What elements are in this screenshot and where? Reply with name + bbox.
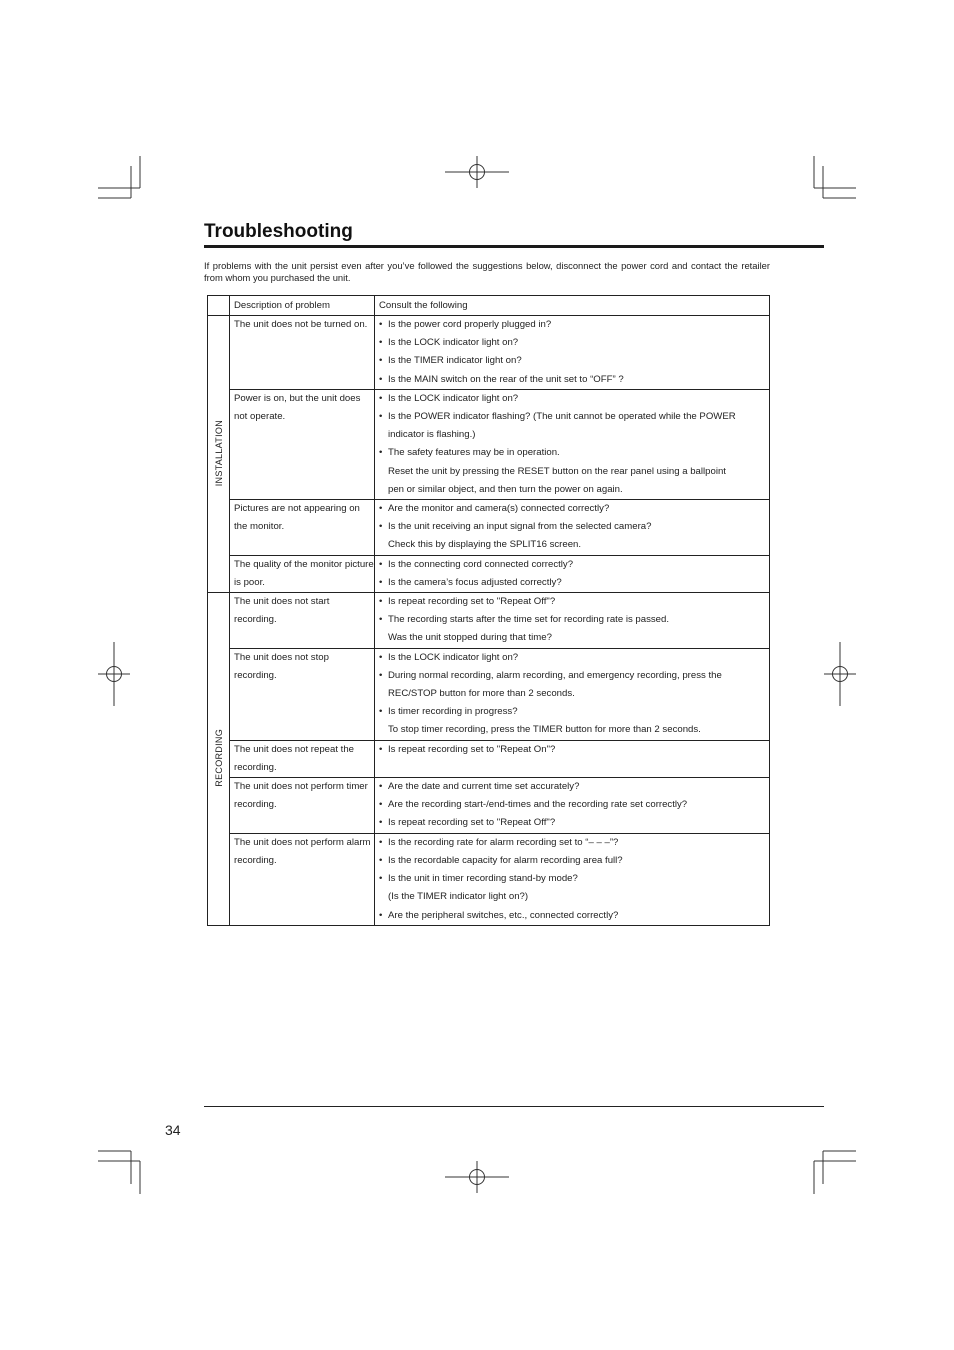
- consult-item-line: Is the TIMER indicator light on?: [388, 355, 522, 367]
- consult-list: [379, 556, 769, 592]
- table-row: [208, 555, 770, 592]
- consult-item: [379, 741, 769, 759]
- consult-item-line: Are the monitor and camera(s) connected correctly?: [388, 503, 610, 515]
- consult-cell: [375, 316, 770, 390]
- bullet-icon: •: [379, 706, 383, 718]
- consult-item: [379, 870, 769, 906]
- consult-item: [379, 574, 769, 592]
- consult-item-line: Is the POWER indicator flashing? (The unit cannot be operated while the POWER: [388, 411, 736, 423]
- header-problem: Description of problem: [230, 296, 375, 316]
- consult-cell: [375, 778, 770, 834]
- bullet-icon: •: [379, 576, 383, 588]
- consult-item-line: REC/STOP button for more than 2 seconds.: [388, 688, 575, 700]
- consult-item-line: pen or similar object, and then turn the power on again.: [388, 483, 623, 495]
- problem-description: The unit does not perform alarm recording.: [230, 833, 375, 925]
- problem-description: The unit does not perform timer recording.: [230, 778, 375, 834]
- consult-item-line: Is the power cord properly plugged in?: [388, 319, 552, 330]
- problem-description: The unit does not repeat the recording.: [230, 740, 375, 777]
- bullet-icon: •: [379, 651, 383, 663]
- bullet-icon: •: [379, 817, 383, 829]
- category-cell: [208, 316, 230, 593]
- consult-item-line: Is the unit in timer recording stand-by mode?: [388, 873, 578, 885]
- bullet-icon: •: [379, 669, 383, 681]
- intro-paragraph: If problems with the unit persist even after you’ve followed the suggestions below, disconnect the power cord and contact the retailer from whom you purchased the unit.: [204, 260, 770, 283]
- consult-item-line: Was the unit stopped during that time?: [388, 632, 552, 644]
- consult-cell: [375, 833, 770, 925]
- category-label: RECORDING: [213, 729, 224, 787]
- consult-list: [379, 649, 769, 740]
- consult-item: [379, 703, 769, 739]
- consult-item: [379, 593, 769, 611]
- consult-item-line: Is repeat recording set to "Repeat On"?: [388, 743, 556, 755]
- consult-item: [379, 814, 769, 832]
- consult-item: [379, 390, 769, 408]
- problem-description: Pictures are not appearing on the monitor.: [230, 500, 375, 556]
- consult-item-line: Check this by displaying the SPLIT16 screen.: [388, 539, 582, 551]
- bullet-icon: •: [379, 836, 383, 848]
- consult-list: [379, 778, 769, 833]
- bullet-icon: •: [379, 854, 383, 866]
- consult-item-line: (Is the TIMER indicator light on?): [388, 891, 529, 903]
- consult-item-line: The safety features may be in operation.: [388, 447, 560, 459]
- table-row: [208, 833, 770, 925]
- bullet-icon: •: [379, 355, 383, 367]
- bullet-icon: •: [379, 558, 383, 570]
- registration-mark-top: [445, 156, 509, 188]
- consult-item-line: Are the recording start-/end-times and the recording rate set correctly?: [388, 799, 688, 811]
- bullet-icon: •: [379, 614, 383, 626]
- consult-list: [379, 834, 769, 925]
- consult-item-line: Is the MAIN switch on the rear of the unit set to “OFF” ?: [388, 373, 624, 385]
- consult-item: [379, 556, 769, 574]
- consult-item: [379, 907, 769, 925]
- consult-item: [379, 667, 769, 703]
- consult-item: [379, 334, 769, 352]
- header-category-cell: [208, 296, 230, 316]
- consult-item: [379, 408, 769, 444]
- consult-item: [379, 316, 769, 334]
- problem-description: The unit does not stop recording.: [230, 648, 375, 740]
- bullet-icon: •: [379, 373, 383, 385]
- consult-item: [379, 611, 769, 647]
- consult-item: [379, 778, 769, 796]
- consult-item-line: Are the peripheral switches, etc., connected correctly?: [388, 909, 619, 921]
- header-consult: Consult the following: [375, 296, 770, 316]
- consult-item-line: Is the recording rate for alarm recording set to “– – –”?: [388, 836, 619, 848]
- bullet-icon: •: [379, 337, 383, 349]
- consult-list: [379, 390, 769, 499]
- bullet-icon: •: [379, 596, 383, 608]
- consult-item: [379, 500, 769, 518]
- table-row: [208, 500, 770, 556]
- bullet-icon: •: [379, 909, 383, 921]
- troubleshooting-table: [207, 295, 770, 926]
- registration-mark-left: [98, 642, 130, 706]
- table-row: [208, 648, 770, 740]
- bullet-icon: •: [379, 503, 383, 515]
- consult-item-line: Is the LOCK indicator light on?: [388, 392, 519, 404]
- consult-item-line: Is timer recording in progress?: [388, 706, 518, 718]
- consult-item-line: The recording starts after the time set for recording rate is passed.: [388, 614, 670, 626]
- table-row: [208, 778, 770, 834]
- bullet-icon: •: [379, 319, 383, 330]
- consult-item-line: Is repeat recording set to "Repeat Off"?: [388, 596, 556, 608]
- consult-cell: [375, 593, 770, 649]
- consult-item-line: Is the camera’s focus adjusted correctly?: [388, 576, 562, 588]
- consult-item: [379, 834, 769, 852]
- consult-list: [379, 593, 769, 648]
- consult-item-line: Is repeat recording set to "Repeat Off"?: [388, 817, 556, 829]
- consult-cell: [375, 740, 770, 777]
- page-number: 34: [165, 1122, 181, 1138]
- category-label: INSTALLATION: [213, 419, 224, 487]
- problem-description: The unit does not be turned on.: [230, 316, 375, 390]
- consult-item-line: Reset the unit by pressing the RESET button on the rear panel using a ballpoint: [388, 465, 726, 477]
- page-title: Troubleshooting: [204, 221, 353, 242]
- table-row: [208, 593, 770, 649]
- table-row: [208, 389, 770, 499]
- consult-item: [379, 852, 769, 870]
- consult-item-line: Is the recordable capacity for alarm recording area full?: [388, 854, 623, 866]
- registration-mark-right: [824, 642, 856, 706]
- consult-item-line: Is the unit receiving an input signal from the selected camera?: [388, 521, 652, 533]
- bullet-icon: •: [379, 411, 383, 423]
- problem-description: The unit does not start recording.: [230, 593, 375, 649]
- bullet-icon: •: [379, 781, 383, 793]
- table-row: [208, 316, 770, 390]
- bullet-icon: •: [379, 521, 383, 533]
- consult-item: [379, 649, 769, 667]
- consult-item: [379, 371, 769, 389]
- consult-item-line: To stop timer recording, press the TIMER button for more than 2 seconds.: [388, 724, 701, 736]
- consult-item-line: indicator is flashing.): [388, 429, 476, 441]
- consult-item: [379, 518, 769, 554]
- consult-item-line: Are the date and current time set accurately?: [388, 781, 580, 793]
- problem-description: The quality of the monitor picture is poor.: [230, 555, 375, 592]
- consult-item-line: During normal recording, alarm recording, and emergency recording, press the: [388, 669, 722, 681]
- problem-description: Power is on, but the unit does not operate.: [230, 389, 375, 499]
- registration-mark-bottom: [445, 1161, 509, 1193]
- consult-item: [379, 352, 769, 370]
- consult-item: [379, 444, 769, 499]
- consult-item: [379, 796, 769, 814]
- bullet-icon: •: [379, 873, 383, 885]
- consult-item-line: Is the LOCK indicator light on?: [388, 651, 519, 663]
- consult-list: [379, 500, 769, 555]
- consult-list: [379, 316, 769, 389]
- title-rule: [204, 245, 824, 248]
- footer-rule: [204, 1106, 824, 1107]
- consult-cell: [375, 648, 770, 740]
- bullet-icon: •: [379, 447, 383, 459]
- consult-list: [379, 741, 769, 759]
- consult-cell: [375, 500, 770, 556]
- bullet-icon: •: [379, 392, 383, 404]
- consult-cell: [375, 389, 770, 499]
- bullet-icon: •: [379, 799, 383, 811]
- table-header-row: [208, 296, 770, 316]
- consult-item-line: Is the connecting cord connected correctly?: [388, 558, 574, 570]
- category-cell: [208, 593, 230, 926]
- consult-item-line: Is the LOCK indicator light on?: [388, 337, 519, 349]
- bullet-icon: •: [379, 743, 383, 755]
- consult-cell: [375, 555, 770, 592]
- table-row: [208, 740, 770, 777]
